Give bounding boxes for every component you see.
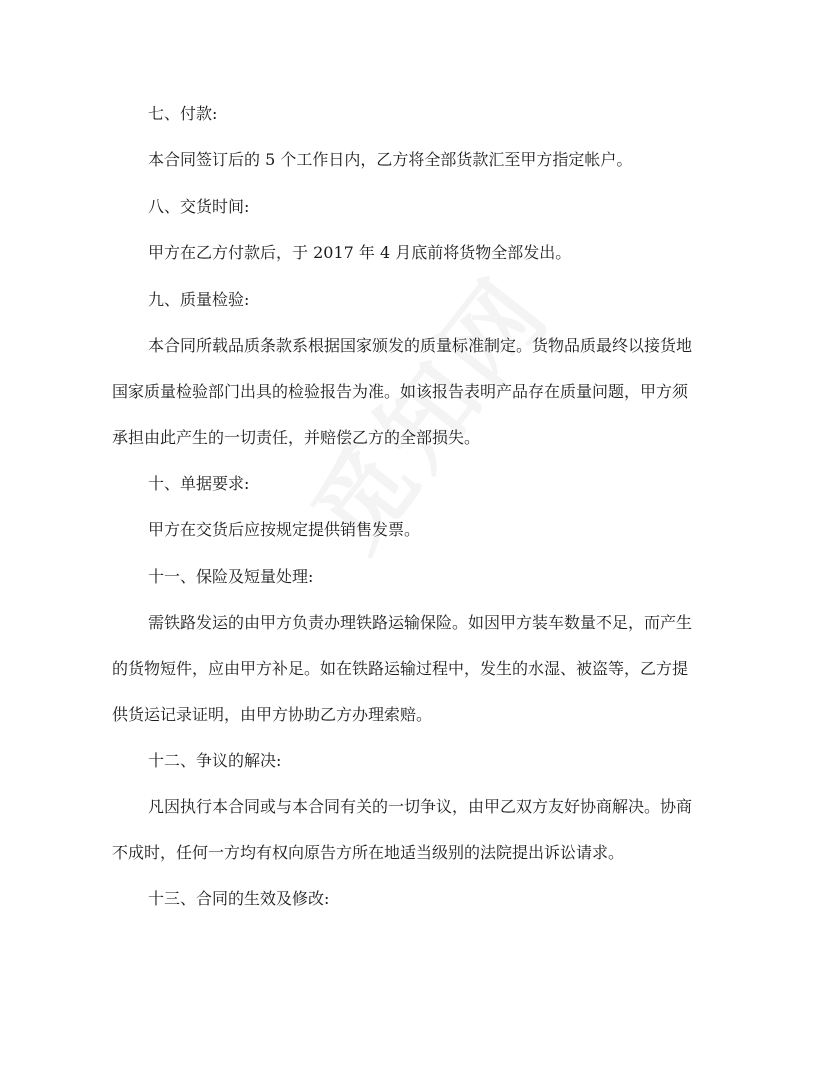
paragraph-text: 本合同所载品质条款系根据国家颁发的质量标准制定。货物品质最终以接货地 [148,336,693,355]
paragraph-line [112,336,722,356]
paragraph-text: 甲方在乙方付款后，于 2017 年 4 月底前将货物全部发出。 [148,243,572,262]
paragraph-line [112,613,722,633]
paragraph-line [112,520,722,540]
paragraph-line [112,243,722,263]
paragraph-text: 本合同签订后的 5 个工作日内，乙方将全部货款汇至甲方指定帐户。 [148,150,633,169]
section-heading-insurance: 十一、保险及短量处理: [148,567,314,586]
section-heading-documents: 十、单据要求: [148,474,250,493]
section-heading-dispute: 十二、争议的解决: [148,751,282,770]
paragraph-line [112,797,722,817]
paragraph-line: 供货运记录证明，由甲方协助乙方办理索赔。 [112,705,433,724]
paragraph-text: 甲方在交货后应按规定提供销售发票。 [148,520,421,539]
paragraph-line: 国家质量检验部门出具的检验报告为准。如该报告表明产品存在质量问题，甲方须 [112,382,689,401]
paragraph-text: 凡因执行本合同或与本合同有关的一切争议，由甲乙双方友好协商解决。协商 [148,797,693,816]
section-heading-delivery-time: 八、交货时间: [148,197,250,216]
paragraph-text: 需铁路发运的由甲方负责办理铁路运输保险。如因甲方装车数量不足，而产生 [148,613,693,632]
paragraph-line [112,150,722,170]
section-heading-effect-modification: 十三、合同的生效及修改: [148,889,330,908]
section-heading-payment: 七、付款: [148,104,218,123]
section-heading-quality-inspection: 九、质量检验: [148,290,250,309]
paragraph-line: 承担由此产生的一切责任，并赔偿乙方的全部损失。 [112,428,481,447]
paragraph-line: 不成时，任何一方均有权向原告方所在地适当级别的法院提出诉讼请求。 [112,843,625,862]
paragraph-line: 的货物短件，应由甲方补足。如在铁路运输过程中，发生的水湿、被盗等，乙方提 [112,659,689,678]
